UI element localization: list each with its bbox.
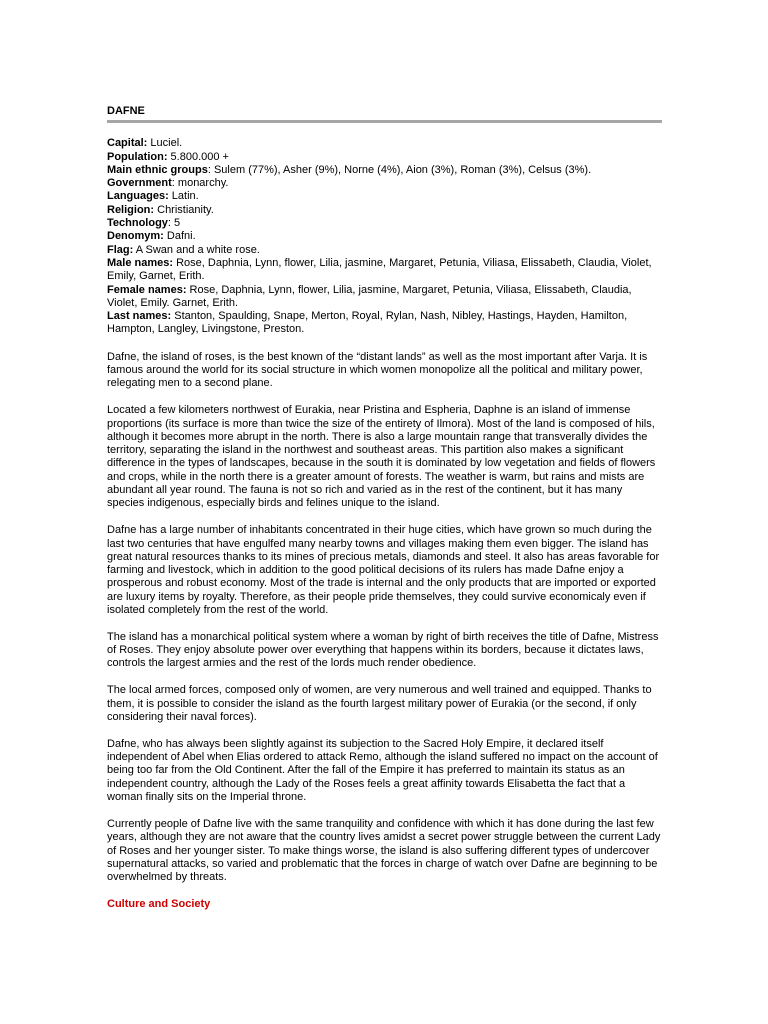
fact-government xyxy=(107,177,662,190)
document-page xyxy=(107,105,662,911)
fact-value: 5.800.000 + xyxy=(167,150,229,163)
paragraph-intro: Dafne, the island of roses, is the best known of the “distant lands” as well as the most important after Varja. It is famous around the world for its social structure in which women monopolize all the political and military power, relegating men to a second plane. xyxy=(107,350,648,390)
fact-flag xyxy=(107,244,662,257)
document-title: DAFNE xyxy=(107,105,145,117)
fact-label: Population: xyxy=(107,150,168,163)
paragraph-politics: The island has a monarchical political system where a woman by right of birth receives the title of Dafne, Mistress of Roses. They enjoy absolute power over everything that happens within its borders, because it dictates laws, controls the largest armies and the rest of the lords much render obedience. xyxy=(107,630,659,670)
title-underline xyxy=(107,120,662,123)
fact-value: Dafni. xyxy=(163,230,196,243)
fact-label: Flag: xyxy=(107,243,134,256)
fact-label: Denomym: xyxy=(107,230,164,243)
fact-value: A Swan and a white rose. xyxy=(133,243,260,256)
facts-list xyxy=(107,137,662,336)
fact-technology xyxy=(107,217,662,230)
fact-label: Government xyxy=(107,177,172,190)
fact-label: Last names: xyxy=(107,310,172,323)
fact-value: Christianity. xyxy=(154,203,214,216)
paragraph-geography: Located a few kilometers northwest of Eurakia, near Pristina and Espheria, Daphne is an island of immense proportions (its surface is more than twice the size of the entirety of Ilmora). Most of the land is composed of hils, although it becomes more abrupt in the north. There is also a large mountain range that transverally divides the territory, separating the island in the northwest and southeast areas. This partition also makes a significant difference in the types of landscapes, because in the south it is dominated by low vegetation and fields of flowers and crops, while in the north there is a greater amount of forests. The weather is warm, but rains and mists are abundant all year round. The fauna is not so rich and varied as in the rest of the continent, but it has many species indigenous, especially birds and felines unique to the island. xyxy=(107,404,656,510)
fact-value: Stanton, Spaulding, Snape, Merton, Royal, Rylan, Nash, Nibley, Hastings, Hayden, Hamilton, Hampton, Langley, Livingstone, Preston. xyxy=(107,310,628,336)
fact-label: Female names: xyxy=(107,283,187,296)
fact-value: Luciel. xyxy=(147,137,183,150)
fact-denomym xyxy=(107,230,662,243)
fact-value: : Sulem (77%), Asher (9%), Norne (4%), Aion (3%), Roman (3%), Celsus (3%). xyxy=(207,163,592,176)
fact-male-names xyxy=(107,257,662,284)
fact-population xyxy=(107,151,662,164)
fact-ethnic-groups xyxy=(107,164,662,177)
fact-value: : 5 xyxy=(167,217,181,230)
fact-label: Male names: xyxy=(107,256,174,269)
fact-value: Rose, Daphnia, Lynn, flower, Lilia, jasmine, Margaret, Petunia, Viliasa, Elissabeth, Claudia, Violet, Emily. Garnet, Erith. xyxy=(107,283,632,309)
fact-label: Languages: xyxy=(107,190,169,203)
fact-religion xyxy=(107,204,662,217)
fact-capital xyxy=(107,137,662,150)
fact-label: Religion: xyxy=(107,203,155,216)
paragraph-economy: Dafne has a large number of inhabitants concentrated in their huge cities, which have grown so much during the last two centuries that have engulfed many nearby towns and villages making them even bigger. The island has great natural resources thanks to its mines of precious metals, diamonds and steel. It also has areas favorable for farming and livestock, which in addition to the good political decisions of its rulers has made Dafne enjoy a prosperous and robust economy. Most of the trade is internal and the only products that are imported or exported are luxury items by royalty. Therefore, as their people pride themselves, they could survive economicaly even if isolated completely from the rest of the world. xyxy=(107,524,660,616)
fact-value: Latin. xyxy=(168,190,199,203)
fact-value: Rose, Daphnia, Lynn, flower, Lilia, jasmine, Margaret, Petunia, Viliasa, Elissabeth, Claudia, Violet, Emily, Garnet, Erith. xyxy=(107,256,652,283)
paragraph-military: The local armed forces, composed only of women, are very numerous and well trained and equipped. Thanks to them, it is possible to consider the island as the fourth largest military power of Eurakia (or the second, if only considering their naval forces). xyxy=(107,684,652,723)
paragraph-history: Dafne, who has always been slightly against its subjection to the Sacred Holy Empire, it declared itself independent of Abel when Elias ordered to attack Remo, although the island suffered no impact on the account of being too far from the Old Continent. After the fall of the Empire it has preferred to maintain its status as an independent country, although the Lady of the Roses feels a great affinity towards Elisabetta the fact that a woman finally sits on the Imperial throne. xyxy=(107,737,658,804)
fact-last-names xyxy=(107,310,662,337)
fact-languages xyxy=(107,190,662,203)
section-heading-culture: Culture and Society xyxy=(107,898,211,910)
fact-value: : monarchy. xyxy=(171,177,229,190)
fact-label: Technology xyxy=(107,217,168,230)
paragraph-current-situation: Currently people of Dafne live with the same tranquility and confidence with which it has done during the last few years, although they are not aware that the country lives amidst a secret power struggle between the current Lady of Roses and her younger sister. To make things worse, the island is also suffering different types of undercover supernatural attacks, so varied and problematic that the forces in charge of watch over Dafne are beginning to be overwhelmed by threats. xyxy=(107,817,661,884)
fact-female-names xyxy=(107,284,662,311)
fact-label: Capital: xyxy=(107,137,148,150)
fact-label: Main ethnic groups xyxy=(107,163,208,176)
